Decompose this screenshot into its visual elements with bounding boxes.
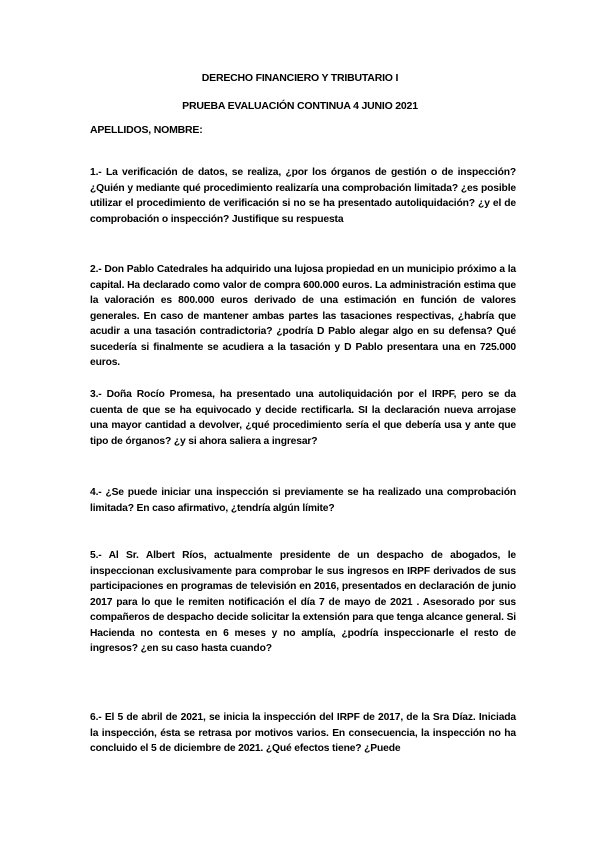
question-5: 5.- Al Sr. Albert Ríos, actualmente presidente de un despacho de abogados, le inspeccionan exclusivamente para comprobar le sus ingresos en IRPF derivados de sus participaciones en programas de televisión en 2016, presentados en declaración de junio 2017 para lo que le remiten notificación el día 7 de mayo de 2021 . Asesorado por sus compañeros de despacho decide solicitar la extensión para que tenga alcance general. Si Hacienda no contesta en 6 meses y no amplía, ¿podría inspeccionarle el resto de ingresos? ¿en su caso hasta cuando? [90,550,516,654]
name-field-label: APELLIDOS, NOMBRE: [90,124,203,136]
question-4: 4.- ¿Se puede iniciar una inspección si previamente se ha realizado una comprobación limitada? En caso afirmativo, ¿tendría algún límite? [90,487,516,514]
exam-title: PRUEBA EVALUACIÓN CONTINUA 4 JUNIO 2021 [182,100,418,112]
question-1: 1.- La verificación de datos, se realiza, ¿por los órganos de gestión o de inspección? ¿Quién y mediante qué procedimiento realizaría una comprobación limitada? ¿es posible utilizar el procedimiento de verificación si no se ha presentado autoliquidación? ¿y el de comprobación o inspección? Justifique su respuesta [90,167,516,225]
question-3: 3.- Doña Rocío Promesa, ha presentado una autoliquidación por el IRPF, pero se da cuenta de que se ha equivocado y decide rectificarla. SI la declaración nueva arrojase una mayor cantidad a devolver, ¿qué procedimiento sería el que debería usa y ante que tipo de órganos? ¿y si ahora saliera a ingresar? [90,389,516,447]
course-title: DERECHO FINANCIERO Y TRIBUTARIO I [201,72,399,84]
question-6: 6.- El 5 de abril de 2021, se inicia la inspección del IRPF de 2017, de la Sra Díaz. Iniciada la inspección, ésta se retrasa por motivos varios. En consecuencia, la inspección no ha concluido el 5 de diciembre de 2021. ¿Qué efectos tiene? ¿Puede [90,712,516,754]
question-2: 2.- Don Pablo Catedrales ha adquirido una lujosa propiedad en un municipio próximo a la capital. Ha declarado como valor de compra 600.000 euros. La administración estima que la valoración es 800.000 euros derivado de una estimación en función de valores generales. En caso de mantener ambas partes las tasaciones respectivas, ¿habría que acudir a una tasación contradictoria? ¿podría D Pablo alegar algo en su defensa? Qué sucedería si finalmente se acudiera a la tasación y D Pablo presentara una en 725.000 euros. [90,264,516,368]
